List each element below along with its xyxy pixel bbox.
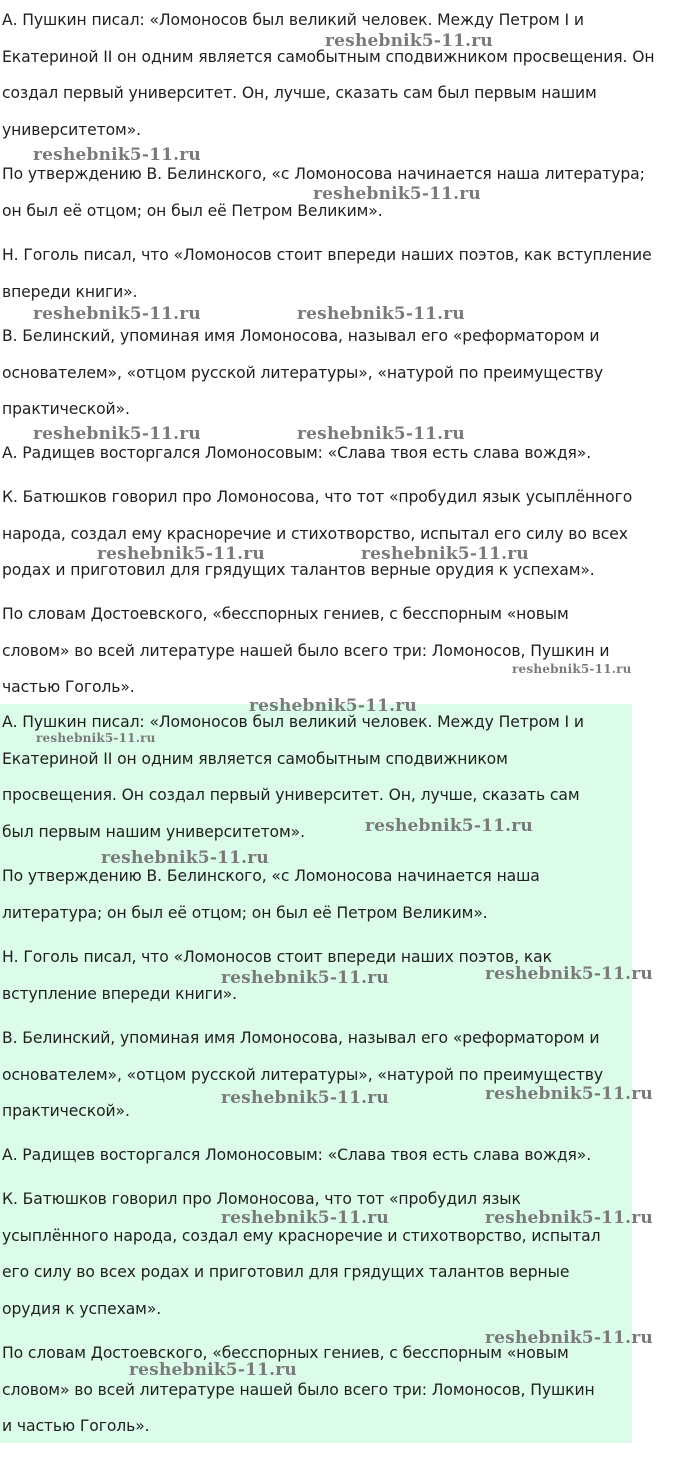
text-line: По словам Достоевского, «бесспорных гениев, с бесспорным «новым <box>2 1344 569 1362</box>
text-line: Н. Гоголь писал, что «Ломоносов стоит впереди наших поэтов, как вступление <box>2 246 652 264</box>
watermark: reshebnik5-11.ru <box>129 1360 297 1380</box>
text-line: В. Белинский, упоминая имя Ломоносова, называл его «реформатором и <box>2 327 600 345</box>
text-block-highlighted <box>0 704 632 1443</box>
paragraph-pushkin <box>2 704 584 850</box>
watermark: reshebnik5-11.ru <box>365 816 533 836</box>
text-line: Н. Гоголь писал, что «Ломоносов стоит впереди наших поэтов, как <box>2 948 552 966</box>
watermark: reshebnik5-11.ru <box>33 424 201 444</box>
text-line: К. Батюшков говорил про Ломоносова, что тот «пробудил язык <box>2 1190 521 1208</box>
text-line: А. Радищев восторгался Ломоносовым: «Слава твоя есть слава вождя». <box>2 444 592 462</box>
text-line: По словам Достоевского, «бесспорных гениев, с бесспорным «новым <box>2 605 569 623</box>
watermark: reshebnik5-11.ru <box>485 1084 653 1104</box>
paragraph-belinsky-1 <box>2 858 540 931</box>
paragraph-radishchev <box>2 1137 591 1174</box>
text-line: создал первый университет. Он, лучше, сказать сам был первым нашим <box>2 84 597 102</box>
text-line: К. Батюшков говорил про Ломоносова, что тот «пробудил язык усыплённого <box>2 488 633 506</box>
text-line: и частью Гоголь». <box>2 1417 150 1435</box>
text-line: Екатериной II он одним является самобытным сподвижником просвещения. Он <box>2 47 655 66</box>
text-line: усыплённого народа, создал ему красноречие и стихотворство, испытал <box>2 1226 601 1245</box>
watermark: reshebnik5-11.ru <box>221 1088 389 1108</box>
text-line: его силу во всех родах и приготовил для грядущих талантов верные <box>2 1263 570 1281</box>
text-line: впереди книги». <box>2 282 138 301</box>
text-line: словом» во всей литературе нашей было всего три: Ломоносов, Пушкин <box>2 1380 595 1399</box>
text-line: А. Пушкин писал: «Ломоносов был великий человек. Между Петром I и <box>2 713 584 731</box>
watermark: reshebnik5-11.ru <box>313 184 481 204</box>
paragraph-dostoevsky <box>2 1335 595 1445</box>
text-line: частью Гоголь». <box>2 678 135 696</box>
paragraph-belinsky-2 <box>2 318 603 428</box>
watermark: reshebnik5-11.ru <box>221 1208 389 1228</box>
paragraph-batyushkov <box>2 1181 601 1327</box>
text-line: По утверждению В. Белинского, «с Ломоносова начинается наша литература; <box>2 165 645 183</box>
text-line: А. Пушкин писал: «Ломоносов был великий человек. Между Петром I и <box>2 11 584 29</box>
text-line: литература; он был её отцом; он был её Петром Великим». <box>2 903 488 922</box>
watermark: reshebnik5-11.ru <box>36 731 156 745</box>
text-line: вступление впереди книги». <box>2 984 238 1003</box>
text-line: практической». <box>2 1102 130 1120</box>
text-line: родах и приготовил для грядущих талантов верные орудия к успехам». <box>2 561 595 579</box>
text-block-plain <box>0 0 680 704</box>
paragraph-batyushkov <box>2 479 632 589</box>
paragraph-belinsky-1 <box>2 156 645 229</box>
watermark: reshebnik5-11.ru <box>361 544 529 564</box>
text-line: А. Радищев восторгался Ломоносовым: «Слава твоя есть слава вождя». <box>2 1146 592 1164</box>
text-line: Екатериной II он одним является самобытным сподвижником <box>2 749 508 768</box>
watermark: reshebnik5-11.ru <box>101 848 269 868</box>
watermark: reshebnik5-11.ru <box>97 544 265 564</box>
paragraph-gogol <box>2 939 552 1012</box>
paragraph-radishchev <box>2 435 591 472</box>
watermark: reshebnik5-11.ru <box>325 31 493 51</box>
watermark: reshebnik5-11.ru <box>485 1208 653 1228</box>
text-line: практической». <box>2 400 130 418</box>
watermark: reshebnik5-11.ru <box>512 662 632 676</box>
watermark: reshebnik5-11.ru <box>33 304 201 324</box>
text-line: словом» во всей литературе нашей было всего три: Ломоносов, Пушкин и <box>2 641 610 660</box>
watermark: reshebnik5-11.ru <box>485 1328 653 1348</box>
text-line: орудия к успехам». <box>2 1299 162 1318</box>
text-line: университетом». <box>2 120 142 139</box>
paragraph-dostoevsky <box>2 596 609 706</box>
paragraph-belinsky-2 <box>2 1020 603 1130</box>
text-line: народа, создал ему красноречие и стихотворство, испытал его силу во всех <box>2 524 628 543</box>
watermark: reshebnik5-11.ru <box>297 304 465 324</box>
paragraph-gogol <box>2 237 652 310</box>
text-line: основателем», «отцом русской литературы», «натурой по преимуществу <box>2 1065 604 1084</box>
watermark: reshebnik5-11.ru <box>485 964 653 984</box>
text-line: он был её отцом; он был её Петром Великим». <box>2 201 383 220</box>
watermark: reshebnik5-11.ru <box>33 145 201 165</box>
paragraph-pushkin <box>2 2 655 148</box>
watermark: reshebnik5-11.ru <box>297 424 465 444</box>
text-line: просвещения. Он создал первый университет. Он, лучше, сказать сам <box>2 786 580 804</box>
text-line: По утверждению В. Белинского, «с Ломоносова начинается наша <box>2 867 540 885</box>
text-line: был первым нашим университетом». <box>2 822 305 841</box>
watermark: reshebnik5-11.ru <box>249 696 417 716</box>
text-line: В. Белинский, упоминая имя Ломоносова, называл его «реформатором и <box>2 1029 600 1047</box>
text-line: основателем», «отцом русской литературы», «натурой по преимуществу <box>2 363 604 382</box>
watermark: reshebnik5-11.ru <box>221 968 389 988</box>
